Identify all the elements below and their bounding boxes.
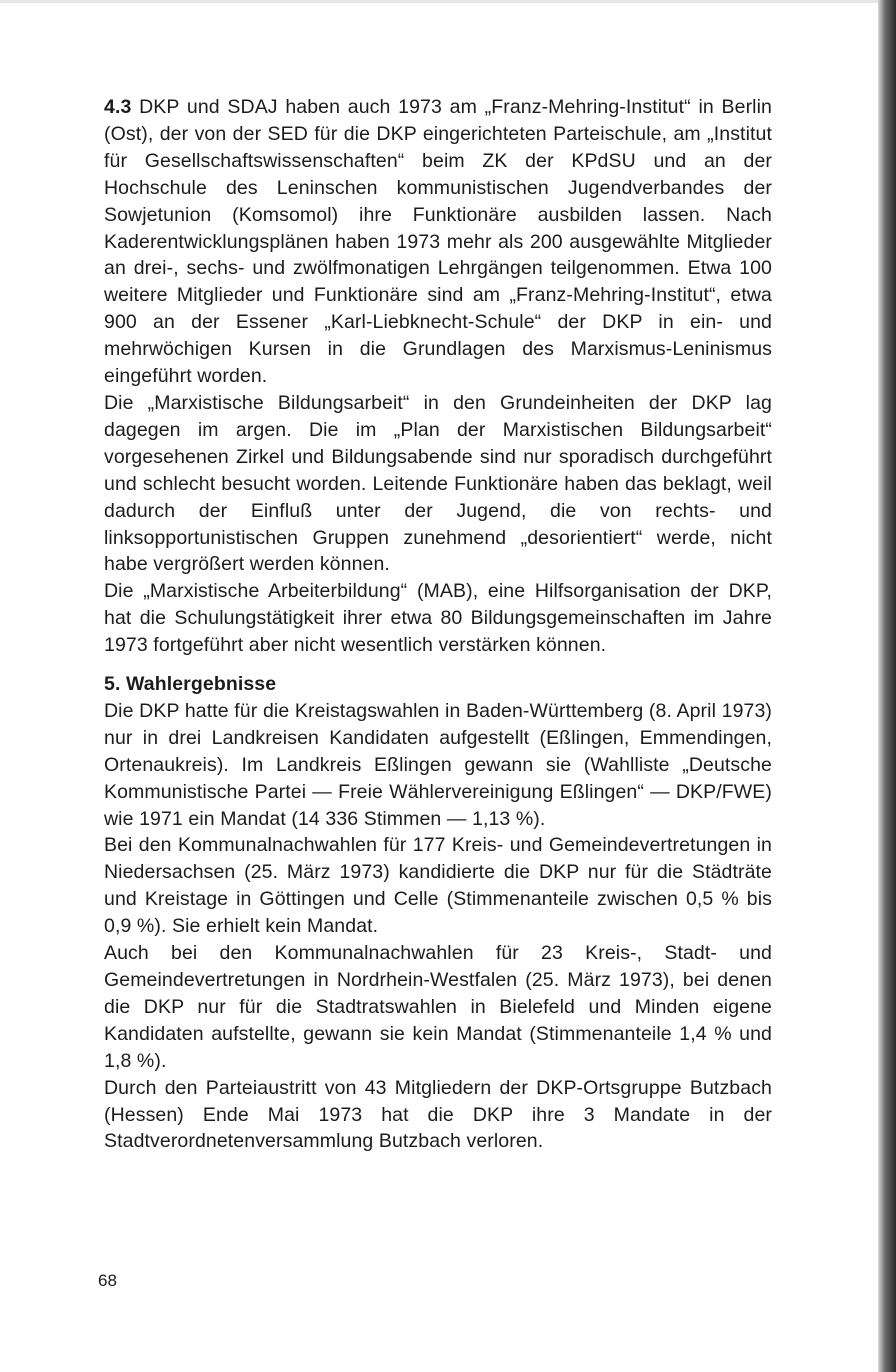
paragraph-niedersachsen: Bei den Kommunalnachwahlen für 177 Kreis- und Gemeindevertretungen in Niedersachsen (25. März 1973) kandidierte die DKP nur für die Städträte und Kreistage in Göttingen und Celle (Stimmenanteile zwischen 0,5 % bis 0,9 %). Sie erhielt kein Mandat.: [104, 834, 772, 938]
page-edge-shadow: [878, 0, 896, 1372]
page-body: [104, 94, 772, 1155]
page-number: 68: [98, 1271, 117, 1290]
section-heading-wahlergebnisse: 5. Wahlergebnisse: [104, 673, 277, 696]
paragraph-butzbach: Durch den Parteiaustritt von 43 Mitgliedern der DKP-Ortsgruppe Butzbach (Hessen) Ende Mai 1973 hat die DKP ihre 3 Mandate in der Stadtverordnetenversammlung Butzbach verloren.: [104, 1076, 772, 1153]
paragraph-text: DKP und SDAJ haben auch 1973 am „Franz-Mehring-Institut“ in Berlin (Ost), der von der SED für die DKP eingerichteten Parteischule, am „Institut für Gesellschaftswissenschaften“ beim ZK der KPdSU und an der Hochschule des Leninschen kommunistischen Jugendverbandes der Sowjetunion (Komsomol) ihre Funktionäre ausbilden lassen. Nach Kaderentwicklungsplänen haben 1973 mehr als 200 ausgewählte Mitglieder an drei-, sechs- und zwölfmonatigen Lehrgängen teilgenommen. Etwa 100 weitere Mitglieder und Funktionäre sind am „Franz-Mehring-Institut“, etwa 900 an der Essener „Karl-Liebknecht-Schule“ der DKP in ein- und mehrwöchigen Kursen in die Grundlagen des Marxismus-Leninismus eingeführt worden.: [104, 96, 772, 388]
paragraph-nordrhein-westfalen: Auch bei den Kommunalnachwahlen für 23 Kreis-, Stadt- und Gemeindevertretungen in Nordrhein-Westfalen (25. März 1973), bei denen die DKP nur für die Stadtratswahlen in Bielefeld und Minden eigene Kandidaten aufstellte, gewann sie kein Mandat (Stimmenanteile 1,4 % und 1,8 %).: [104, 942, 772, 1072]
paragraph-bildungsarbeit: Die „Marxistische Bildungsarbeit“ in den Grundeinheiten der DKP lag dagegen im argen. Die im „Plan der Marxistischen Bildungsarbeit“ vorgesehenen Zirkel und Bildungsabende sind nur sporadisch durchgeführt und schlecht besucht worden. Leitende Funktionäre haben das beklagt, weil dadurch der Einfluß unter der Jugend, die von rechts- und linksopportunistischen Gruppen zunehmend „desorientiert“ werde, nicht habe vergrößert werden können.: [104, 391, 772, 576]
page-top-edge: [0, 0, 878, 3]
paragraph-baden-wuerttemberg: Die DKP hatte für die Kreistagswahlen in Baden-Württemberg (8. April 1973) nur in drei Landkreisen Kandidaten aufgestellt (Eßlingen, Emmendingen, Ortenaukreis). Im Landkreis Eßlingen gewann sie (Wahlliste „Deutsche Kommunistische Partei — Freie Wählervereinigung Eßlingen“ — DKP/FWE) wie 1971 ein Mandat (14 336 Stimmen — 1,13 %).: [104, 699, 772, 830]
paragraph-arbeiterbildung: Die „Marxistische Arbeiterbildung“ (MAB), eine Hilfsorganisation der DKP, hat die Schulungstätigkeit ihrer etwa 80 Bildungsgemeinschaften im Jahre 1973 fortgeführt aber nicht wesentlich verstärken können.: [104, 580, 772, 657]
section-number: 4.3: [104, 96, 132, 118]
paragraph-4-3-intro: [104, 94, 772, 390]
